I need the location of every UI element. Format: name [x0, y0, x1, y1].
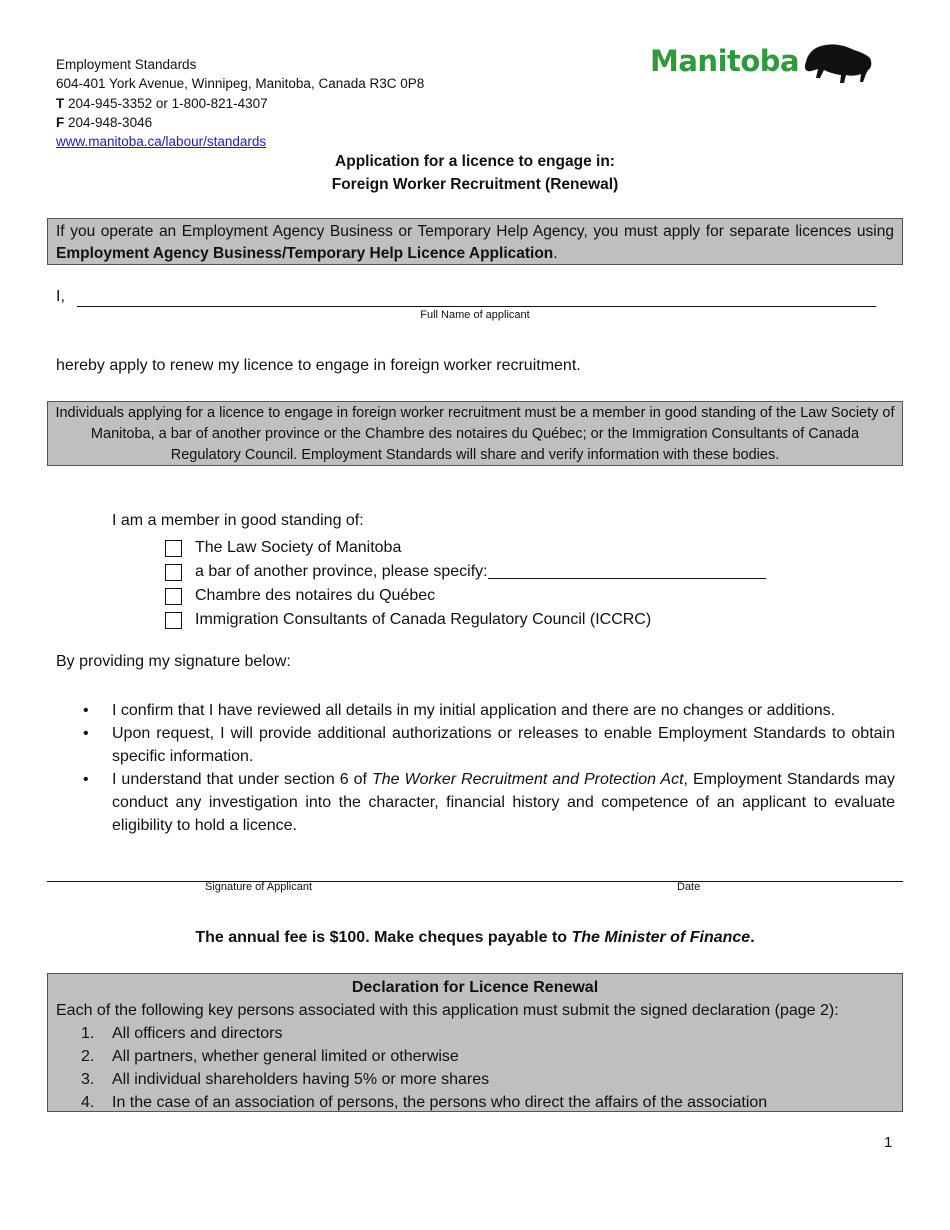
- manitoba-logo: [650, 38, 875, 88]
- iccrc-checkbox[interactable]: [165, 612, 182, 629]
- membership-notice-box: Individuals applying for a licence to engage in foreign worker recruitment must be a member in good standing of the Law Society of Manitoba, a bar of another province or the Chambre des notaires du Québec; or the Immigration Consultants of Canada Regulatory Council. Employment Standards will share and verify information with these bodies.: [47, 401, 903, 466]
- list-item: • I confirm that I have reviewed all details in my initial application and there are no changes or additions.: [80, 699, 895, 722]
- form-title: [0, 150, 950, 196]
- agency-notice-box: If you operate an Employment Agency Business or Temporary Help Agency, you must apply for separate licences using Employment Agency Business/Temporary Help Licence Application.: [47, 218, 903, 265]
- signature-field[interactable]: [47, 881, 903, 882]
- notice-text: If you operate an Employment Agency Business or Temporary Help Agency, you must apply for separate licences using: [56, 223, 894, 240]
- bullet-icon: •: [83, 771, 89, 788]
- other-bar-specify-field[interactable]: [488, 565, 766, 579]
- confirmation-list: [80, 699, 895, 837]
- phone-label: T: [56, 95, 65, 111]
- option-label: Chambre des notaires du Québec: [195, 587, 436, 604]
- list-item: 3. All individual shareholders having 5% or more shares: [81, 1071, 490, 1088]
- list-item: • I understand that under section 6 of The Worker Recruitment and Protection Act, Employment Standards may conduct any investigation into the character, financial history and competence of an applicant to evaluate eligibility to hold a licence.: [80, 768, 895, 837]
- notice-form-name: Employment Agency Business/Temporary Help Licence Application: [56, 245, 554, 262]
- phone-number: 204-945-3352 or 1-800-821-4307: [68, 95, 268, 111]
- list-item: • Upon request, I will provide additional authorizations or releases to enable Employment Standards to obtain specific information.: [80, 722, 895, 768]
- payee-name: The Minister of Finance: [571, 929, 751, 946]
- address: 604-401 York Avenue, Winnipeg, Manitoba, Canada R3C 0P8: [56, 76, 425, 92]
- signature-intro: By providing my signature below:: [56, 653, 291, 670]
- renewal-statement: hereby apply to renew my licence to engage in foreign worker recruitment.: [56, 357, 581, 374]
- fee-notice: The annual fee is $100. Make cheques payable to The Minister of Finance.: [195, 929, 755, 946]
- bison-icon: [802, 40, 874, 86]
- contact-block: [56, 55, 424, 151]
- option-chambre-notaires: [165, 584, 766, 608]
- option-other-bar: [165, 560, 766, 584]
- membership-checklist: [165, 536, 766, 632]
- fax-number: 204-948-3046: [68, 114, 153, 130]
- title-line-1: Application for a licence to engage in:: [335, 153, 615, 170]
- website-link[interactable]: www.manitoba.ca/labour/standards: [56, 134, 267, 150]
- applicant-name-caption: Full Name of applicant: [420, 309, 530, 321]
- option-label: The Law Society of Manitoba: [195, 539, 402, 556]
- key-persons-list: [56, 1022, 894, 1114]
- signature-caption: Signature of Applicant: [205, 881, 313, 893]
- other-bar-checkbox[interactable]: [165, 564, 182, 581]
- fax-line: [56, 113, 424, 132]
- chambre-notaires-checkbox[interactable]: [165, 588, 182, 605]
- bullet-icon: •: [83, 702, 89, 719]
- logo-text: Manitoba: [650, 44, 800, 78]
- declaration-title: Declaration for Licence Renewal: [351, 979, 599, 996]
- list-item: 2. All partners, whether general limited or otherwise: [81, 1048, 459, 1065]
- date-caption: Date: [677, 881, 701, 893]
- membership-intro: I am a member in good standing of:: [112, 512, 364, 529]
- page-number: 1: [884, 1134, 893, 1151]
- declaration-box: [47, 973, 903, 1112]
- applicant-prefix: I,: [56, 288, 65, 305]
- option-label: Immigration Consultants of Canada Regulatory Council (ICCRC): [195, 611, 652, 628]
- law-society-checkbox[interactable]: [165, 540, 182, 557]
- phone-line: [56, 94, 424, 113]
- option-label: a bar of another province, please specify:: [195, 563, 488, 580]
- declaration-intro: Each of the following key persons associated with this application must submit the signed declaration (page 2):: [56, 1002, 839, 1019]
- option-law-society: [165, 536, 766, 560]
- option-iccrc: [165, 608, 766, 632]
- list-item: 1. All officers and directors: [81, 1025, 283, 1042]
- org-name: Employment Standards: [56, 57, 197, 72]
- bullet-icon: •: [83, 725, 89, 742]
- fax-label: F: [56, 114, 65, 130]
- title-line-2: Foreign Worker Recruitment (Renewal): [331, 176, 619, 193]
- list-item: 4. In the case of an association of persons, the persons who direct the affairs of the association: [81, 1094, 768, 1111]
- applicant-name-field[interactable]: [77, 306, 876, 307]
- act-title: The Worker Recruitment and Protection Act: [371, 771, 684, 788]
